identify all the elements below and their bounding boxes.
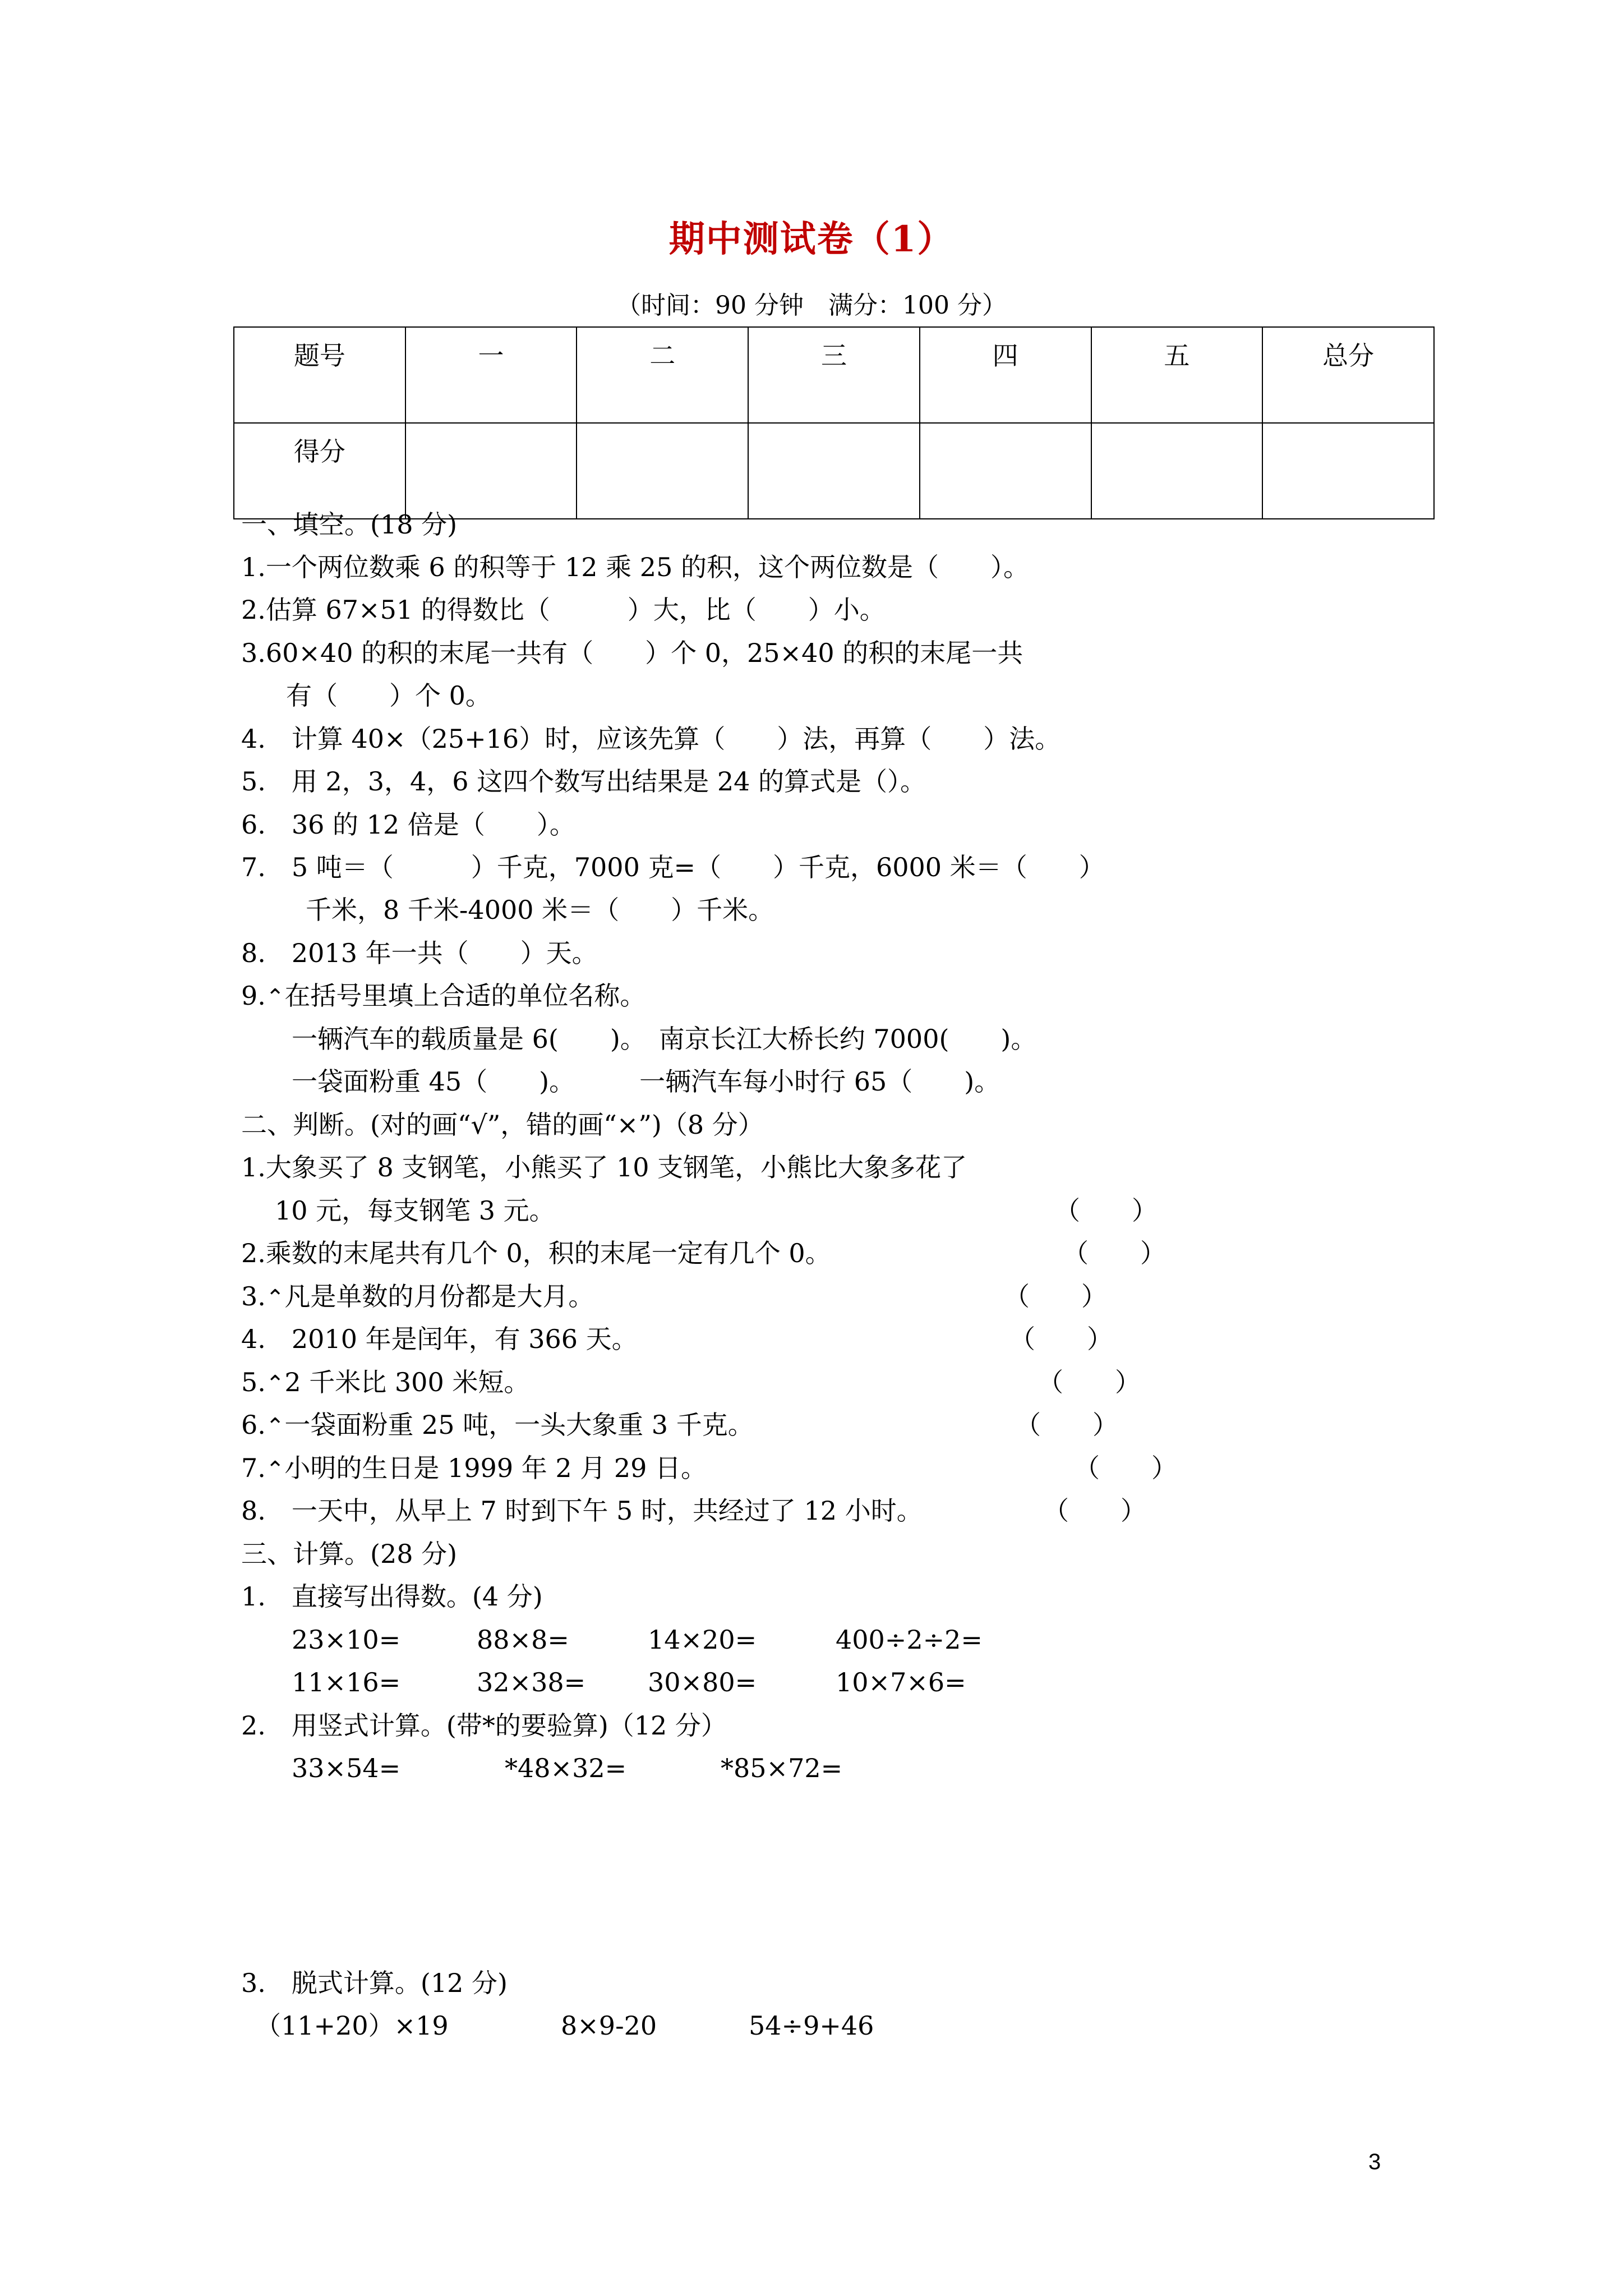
calc-item: 88×8= <box>477 1625 569 1655</box>
fill-question-1: 1.一个两位数乘 6 的积等于 12 乘 25 的积，这个两位数是（ ）。 <box>241 552 1029 582</box>
fill-question-5: 5. 用 2，3，4，6 这四个数写出结果是 24 的算式是（）。 <box>241 766 926 797</box>
judge-question-5 <box>241 1369 529 1395</box>
caret-mark-icon: ⌃ <box>265 1371 285 1397</box>
fill-question-4: 4. 计算 40×（25+16）时，应该先算（ ）法，再算（ ）法。 <box>241 724 1061 754</box>
vertical-calc-item: *48×32= <box>505 1753 627 1783</box>
judge-question-4: 4. 2010 年是闰年，有 366 天。 <box>241 1324 638 1354</box>
calc-item: 14×20= <box>648 1625 757 1655</box>
calc-item: 32×38= <box>477 1667 586 1697</box>
fill-question-3: 3.60×40 的积的末尾一共有（ ）个 0，25×40 的积的末尾一共 <box>241 638 1023 668</box>
fill-question-2: 2.估算 67×51 的得数比（ ）大，比（ ）小。 <box>241 595 886 625</box>
question-text: 在括号里填上合适的单位名称。 <box>284 981 646 1011</box>
score-header-cell: 三 <box>748 327 920 423</box>
score-row-label: 得分 <box>234 423 405 519</box>
fill-question-6: 6. 36 的 12 倍是（ ）。 <box>241 809 575 840</box>
calc-item: 11×16= <box>292 1667 401 1697</box>
calc-item: 10×7×6= <box>836 1667 966 1697</box>
score-cell[interactable] <box>577 423 748 519</box>
answer-bracket[interactable]: （ ） <box>1043 1496 1146 1526</box>
score-table-score-row <box>234 423 1434 519</box>
score-header-cell: 五 <box>1091 327 1263 423</box>
caret-mark-icon: ⌃ <box>265 984 285 1010</box>
question-number: 5. <box>241 1367 266 1397</box>
score-cell[interactable] <box>405 423 577 519</box>
fill-question-7-cont: 千米，8 千米-4000 米＝（ ）千米。 <box>306 895 774 925</box>
question-number: 6. <box>241 1410 266 1440</box>
score-header-cell: 总分 <box>1262 327 1434 423</box>
calc-question-3: 3. 脱式计算。(12 分) <box>241 1968 508 1998</box>
fill-question-7: 7. 5 吨＝（ ）千克，7000 克=（ ）千克，6000 米＝（ ） <box>241 852 1105 882</box>
answer-bracket[interactable]: （ ） <box>1004 1281 1107 1312</box>
score-cell[interactable] <box>920 423 1091 519</box>
fill-question-9-row-2: 一袋面粉重 45（ )。 一辆汽车每小时行 65（ )。 <box>292 1066 1000 1097</box>
score-header-cell: 一 <box>405 327 577 423</box>
vertical-calc-item: 33×54= <box>292 1753 401 1783</box>
question-number: 3. <box>241 1281 266 1312</box>
page-title: 期中测试卷（1） <box>668 218 955 260</box>
calc-item: 23×10= <box>292 1625 401 1655</box>
calc-question-2: 2. 用竖式计算。(带*的要验算)（12 分） <box>241 1710 727 1741</box>
answer-bracket[interactable]: （ ） <box>1063 1238 1166 1268</box>
stepwise-calc-item: 8×9-20 <box>561 2010 657 2041</box>
answer-bracket[interactable]: （ ） <box>1054 1195 1158 1226</box>
fill-question-9-row-1: 一辆汽车的载质量是 6( )。 南京长江大桥长约 7000( )。 <box>292 1024 1037 1054</box>
judge-question-8: 8. 一天中，从早上 7 时到下午 5 时，共经过了 12 小时。 <box>241 1496 923 1526</box>
question-text: 小明的生日是 1999 年 2 月 29 日。 <box>284 1453 707 1483</box>
score-cell[interactable] <box>1091 423 1263 519</box>
caret-mark-icon: ⌃ <box>265 1414 285 1439</box>
judge-question-7 <box>241 1455 707 1481</box>
question-number: 9. <box>241 981 266 1011</box>
judge-question-1: 1.大象买了 8 支钢笔，小熊买了 10 支钢笔，小熊比大象多花了 <box>241 1152 967 1182</box>
answer-bracket[interactable]: （ ） <box>1015 1410 1118 1440</box>
exam-subtitle: （时间：90 分钟 满分：100 分） <box>616 291 1007 320</box>
page-number: 3 <box>1368 2150 1381 2174</box>
score-table-header-row <box>234 327 1434 423</box>
question-text: 一袋面粉重 25 吨，一头大象重 3 千克。 <box>284 1410 754 1440</box>
judge-question-2: 2.乘数的末尾共有几个 0，积的末尾一定有几个 0。 <box>241 1238 831 1268</box>
judge-question-3 <box>241 1281 594 1312</box>
score-header-cell: 二 <box>577 327 748 423</box>
calc-item: 30×80= <box>648 1667 757 1697</box>
judge-question-6 <box>241 1412 754 1438</box>
fill-question-3-cont: 有（ ）个 0。 <box>286 680 491 711</box>
caret-mark-icon: ⌃ <box>265 1457 285 1483</box>
score-header-cell: 题号 <box>234 327 405 423</box>
stepwise-calc-item: 54÷9+46 <box>749 2010 874 2041</box>
fill-question-8: 8. 2013 年一共（ ）天。 <box>241 938 598 968</box>
section-2-heading: 二、判断。(对的画“√”，错的画“×”)（8 分） <box>241 1110 764 1140</box>
calc-question-1: 1. 直接写出得数。(4 分) <box>241 1581 543 1612</box>
caret-mark-icon: ⌃ <box>265 1285 285 1311</box>
score-header-cell: 四 <box>920 327 1091 423</box>
answer-bracket[interactable]: （ ） <box>1074 1453 1177 1483</box>
answer-bracket[interactable]: （ ） <box>1009 1324 1113 1354</box>
vertical-calc-item: *85×72= <box>721 1753 843 1783</box>
question-text: 凡是单数的月份都是大月。 <box>284 1281 594 1312</box>
score-cell[interactable] <box>748 423 920 519</box>
score-table <box>233 326 1435 519</box>
question-number: 7. <box>241 1453 266 1483</box>
section-3-heading: 三、计算。(28 分) <box>241 1539 458 1569</box>
calc-item: 400÷2÷2= <box>836 1625 983 1655</box>
fill-question-9 <box>241 983 645 1009</box>
section-1-heading: 一、填空。(18 分) <box>241 509 458 540</box>
stepwise-calc-item: （11+20）×19 <box>255 2010 449 2041</box>
score-cell[interactable] <box>1262 423 1434 519</box>
question-text: 2 千米比 300 米短。 <box>284 1367 530 1397</box>
judge-question-1-cont: 10 元，每支钢笔 3 元。 <box>275 1195 555 1226</box>
answer-bracket[interactable]: （ ） <box>1038 1367 1141 1397</box>
